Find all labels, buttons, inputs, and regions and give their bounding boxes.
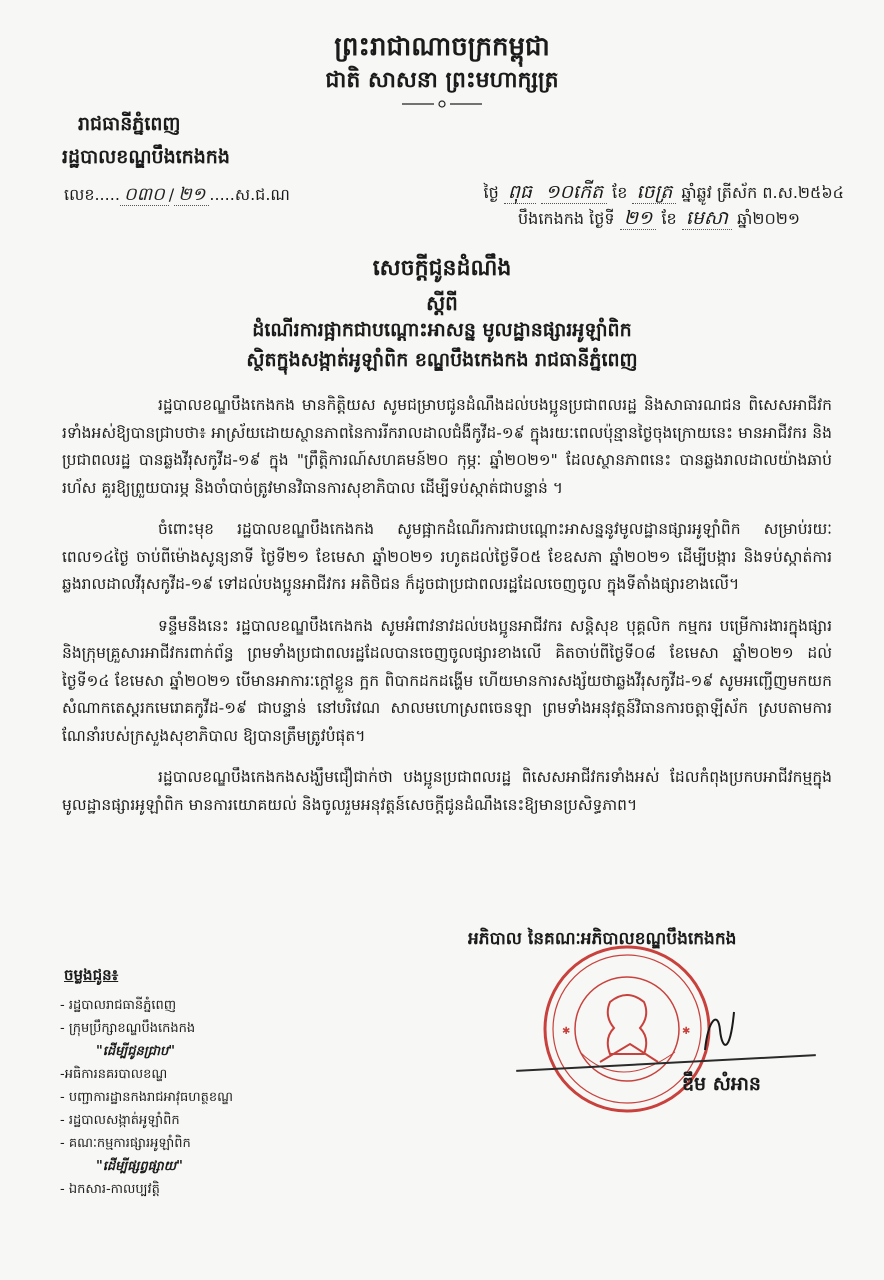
cc-item: - រដ្ឋបាលរាជធានីភ្នំពេញ xyxy=(60,998,177,1013)
cc-item: - ឯកសារ-កាលប្បវត្តិ xyxy=(60,1182,160,1197)
lunar-month-label: ខែ xyxy=(612,183,628,202)
body-paragraph-3: ទន្ទឹមនឹងនេះ រដ្ឋបាលខណ្ឌបឹងកេងកង សូមអំពាវនាវដល់បងប្អូនអាជីវករ សន្តិសុខ បុគ្គលិក កម្មករ បម្រើការងារក្នុងផ្សារ និងក្រុមគ្រួសារអាជីវករពាក់ព័ន្ធ ព្រមទាំងប្រជាពលរដ្ឋដែលបានចេញចូលផ្សារខាងលើ គិតចាប់ពីថ្ងៃទី០៨ ខែមេសា ឆ្នាំ២០២១ ដល់ថ្ងៃទី១៤ ខែមេសា ឆ្នាំ២០២១ បើមានអាការៈក្ដៅខ្លួន ក្អក ពិបាកដកដង្ហើម ហើយមានការសង្ស័យថាឆ្លងវីរុសកូវីដ-១៩ សូមអញ្ជើញមកយកសំណាកតេស្តរកមេរោគកូវីដ-១៩ ជាបន្ទាន់ នៅបរិវេណ សាលមហោស្រពចេនឡា ព្រមទាំងអនុវត្តន៍វិធានការចត្តាឡីស័ក ស្របតាមការណែនាំរបស់ក្រសួងសុខាភិបាល ឱ្យបានត្រឹមត្រូវបំផុត។ xyxy=(62,616,832,745)
ornament-divider xyxy=(402,100,482,108)
body-paragraph-1: រដ្ឋបាលខណ្ឌបឹងកេងកង មានកិត្តិយស សូមជម្រាបជូនដំណឹងដល់បងប្អូនប្រជាពលរដ្ឋ និងសាធារណជន ពិសេសអាជីវករទាំងអស់ឱ្យបានជ្រាបថា៖ អាស្រ័យដោយស្ថានភាពនៃការរីករាលដាលជំងឺកូវីដ-១៩ ក្នុងរយៈពេលប៉ុន្មានថ្ងៃចុងក្រោយនេះ មានអាជីវករ និងប្រជាពលរដ្ឋ បានឆ្លងវីរុសកូវីដ-១៩ ក្នុង "ព្រឹត្តិការណ៍សហគមន៍២០ កុម្ភៈ ឆ្នាំ២០២១" ដែលស្ថានភាពនេះ បានឆ្លងរាលដាលយ៉ាងឆាប់រហ័ស គួរឱ្យព្រួយបារម្ភ និងចាំបាច់ត្រូវមានវិធានការសុខាភិបាល ដើម្បីទប់ស្កាត់ជាបន្ទាន់ ។ xyxy=(62,396,832,497)
lunar-day-label: ថ្ងៃ xyxy=(483,183,499,202)
document-type-title: សេចក្ដីជូនដំណឹង xyxy=(372,256,512,281)
reference-number: លេខ..... ០៣០ / ២១ .....ស.ជ.ណ xyxy=(64,184,290,205)
cc-item: - បញ្ជាការដ្ឋានកងរាជអាវុធហត្ថខណ្ឌ xyxy=(60,1090,233,1105)
solar-day: ២១ xyxy=(620,207,657,230)
solar-prefix: បឹងកេងកង ថ្ងៃទី xyxy=(518,209,615,228)
cc-item: -អធិការនគរបាលខណ្ឌ xyxy=(60,1067,168,1082)
subject-about: ស្ដីពី xyxy=(426,291,458,315)
cc-item: - ក្រុមប្រឹក្សាខណ្ឌបឹងកេងកង xyxy=(60,1021,196,1036)
lunar-date-value: ១០កើត xyxy=(541,181,607,204)
svg-text:✱: ✱ xyxy=(682,1026,691,1037)
subject-line-1: ដំណើរការផ្អាកជាបណ្ដោះអាសន្ន មូលដ្ឋានផ្សារអូឡាំពិក xyxy=(252,319,632,341)
notice-body xyxy=(62,392,832,833)
ref-separator: / xyxy=(168,185,175,204)
lunar-date xyxy=(484,180,844,208)
svg-text:✱: ✱ xyxy=(562,1026,571,1037)
subject-line-2: ស្ថិតក្នុងសង្កាត់អូឡាំពិក ខណ្ឌបឹងកេងកង រាជធានីភ្នំពេញ xyxy=(246,349,638,371)
solar-month: មេសា xyxy=(682,207,732,230)
national-motto: ជាតិ សាសនា ព្រះមហាក្សត្រ xyxy=(325,68,559,93)
body-paragraph-2: ចំពោះមុខ រដ្ឋបាលខណ្ឌបឹងកេងកង សូមផ្អាកដំណើរការជាបណ្ដោះអាសន្ននូវមូលដ្ឋានផ្សារអូឡាំពិក សម្រាប់រយៈពេល១៤ថ្ងៃ ចាប់ពីម៉ោងសូន្យនាទី ថ្ងៃទី២១ ខែមេសា ឆ្នាំ២០២១ រហូតដល់ថ្ងៃទី០៥ ខែឧសភា ឆ្នាំ២០២១ ដើម្បីបង្ការ និងទប់ស្កាត់ការឆ្លងរាលដាលវីរុសកូវីដ-១៩ ទៅដល់បងប្អូនអាជីវករ អតិថិជន ក៏ដូចជាប្រជាពលរដ្ឋដែលចេញចូល ក្នុងទីតាំងផ្សារខាងលើ។ xyxy=(62,520,832,593)
solar-year: ឆ្នាំ២០២១ xyxy=(737,209,800,228)
lunar-day: ពុធ xyxy=(504,181,536,204)
cc-title: ចម្លងជូន៖ xyxy=(64,966,119,984)
ref-prefix: លេខ xyxy=(64,185,95,204)
issuer-district: រដ្ឋបាលខណ្ឌបឹងកេងកង xyxy=(62,146,230,168)
solar-date xyxy=(518,206,800,234)
solar-month-label: ខែ xyxy=(661,209,677,228)
lunar-rest: ឆ្នាំឆ្លូវ ត្រីស័ក ព.ស.២៥៦៤ xyxy=(681,183,844,202)
signature-mark xyxy=(700,1000,740,1060)
ref-number: ០៣០ xyxy=(120,184,169,206)
cc-list xyxy=(60,994,233,1201)
cc-note: "ដើម្បីផ្សព្វផ្សាយ" xyxy=(96,1159,183,1174)
cc-item: - រដ្ឋបាលសង្កាត់អូឡាំពិក xyxy=(60,1113,180,1128)
issuer-city: រាជធានីភ្នំពេញ xyxy=(78,113,181,135)
lunar-month: ចេត្រ xyxy=(632,181,676,204)
cc-item: - គណៈកម្មការផ្សារអូឡាំពិក xyxy=(60,1136,191,1151)
cc-note: "ដើម្បីជូនជ្រាប" xyxy=(96,1044,176,1059)
kingdom-heading: ព្រះរាជាណាចក្រកម្ពុជា xyxy=(334,32,550,62)
body-paragraph-4: រដ្ឋបាលខណ្ឌបឹងកេងកងសង្ឃឹមជឿជាក់ថា បងប្អូនប្រជាពលរដ្ឋ ពិសេសអាជីវករទាំងអស់ ដែលកំពុងប្រកបអាជីវកម្មក្នុងមូលដ្ឋានផ្សារអូឡាំពិក មានការយោគយល់ និងចូលរួមអនុវត្តន៍សេចក្ដីជូនដំណឹងនេះឱ្យមានប្រសិទ្ធភាព។ xyxy=(62,768,832,814)
signer-name: ឌឹម សំអាន xyxy=(682,1073,761,1095)
signer-title: អភិបាល នៃគណៈអភិបាលខណ្ឌបឹងកេងកង xyxy=(468,929,737,949)
ref-year: ២១ xyxy=(174,184,209,206)
ref-suffix: ស.ជ.ណ xyxy=(234,185,290,204)
